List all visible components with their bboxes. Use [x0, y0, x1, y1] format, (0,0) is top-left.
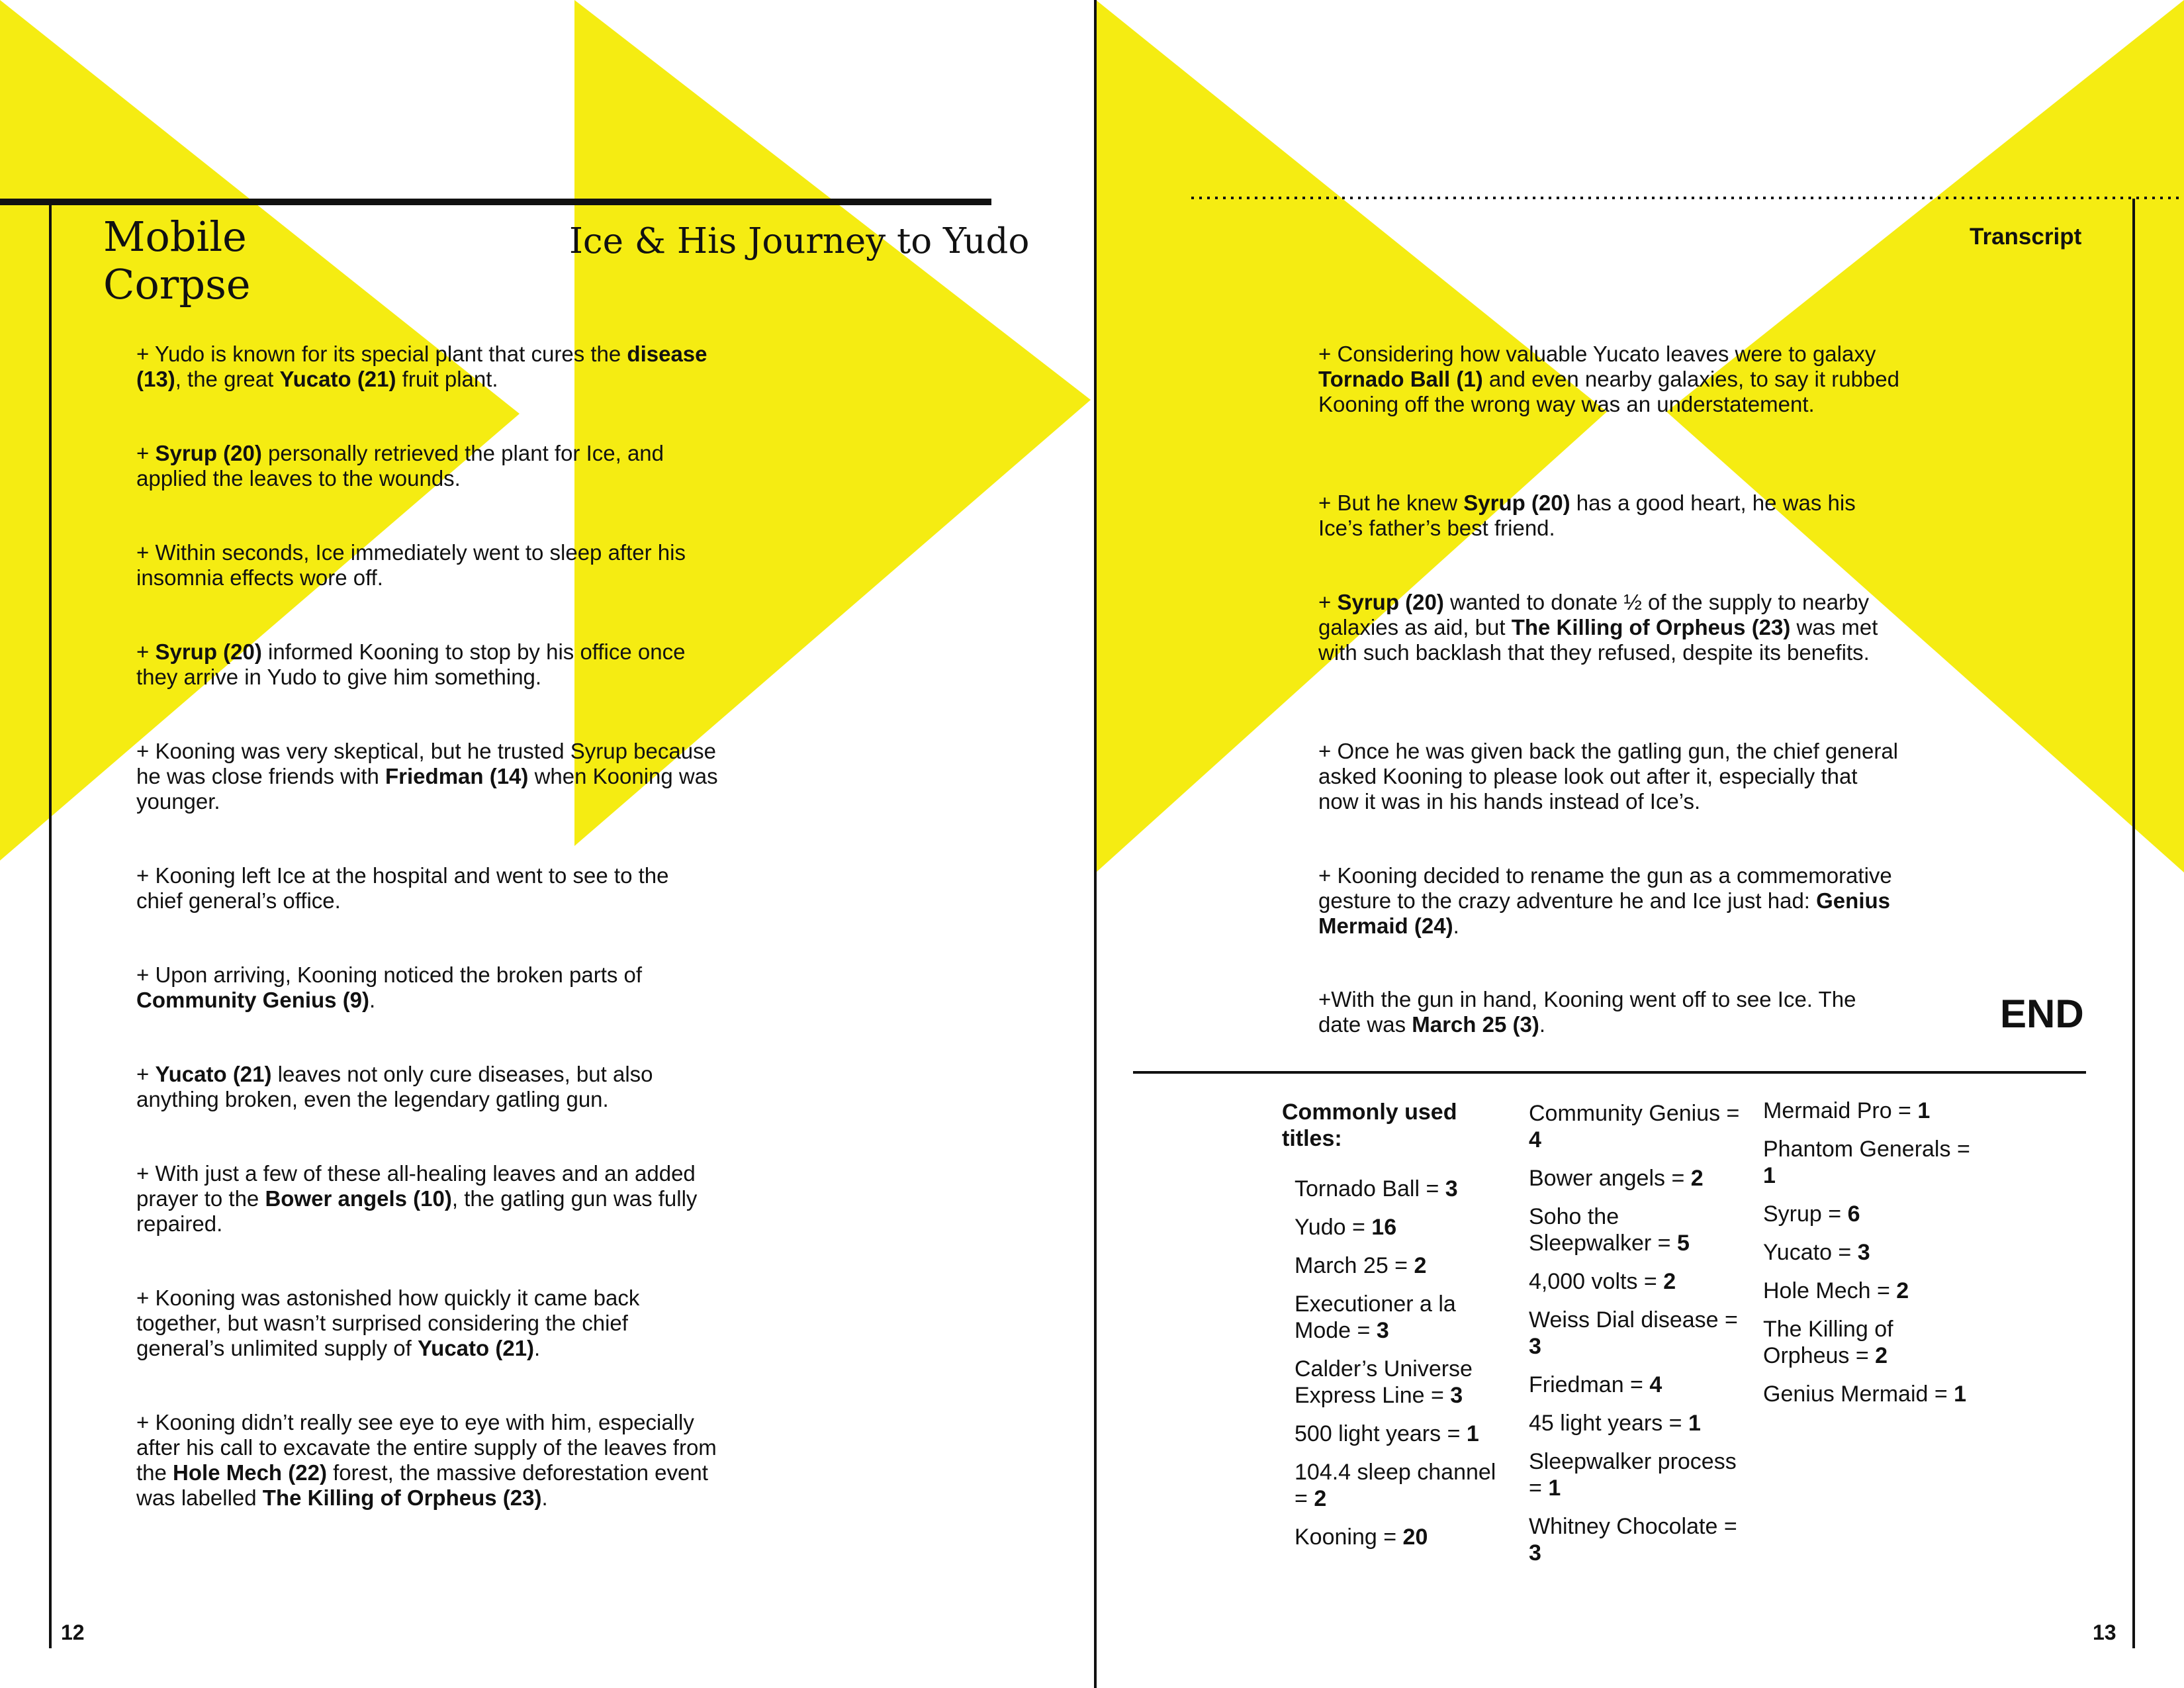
paragraph	[1318, 863, 1901, 939]
title-name: Calder’s Universe Express Line	[1295, 1356, 1473, 1408]
text-run: +	[136, 639, 156, 664]
text-run: when Kooning was younger.	[136, 764, 718, 814]
title-count-item	[1763, 1098, 1981, 1124]
title-count-item	[1763, 1136, 1981, 1189]
bold-term: Yucato (21)	[279, 367, 396, 391]
title-count: 4	[1529, 1127, 1541, 1152]
chapter-title: Ice & His Journey to Yudo	[569, 221, 1030, 261]
text-run: leaves not only cure diseases, but also anything broken, even the legendary gatling gun.	[136, 1062, 653, 1111]
title-count: 1	[1917, 1098, 1931, 1123]
title-count: 3	[1529, 1334, 1541, 1359]
title-count: 2	[1896, 1278, 1909, 1303]
text-run: informed Kooning to stop by his office once they arrive in Yudo to give him something.	[136, 639, 686, 689]
text-run: + Kooning left Ice at the hospital and went to see to the chief general’s office.	[136, 863, 669, 913]
title-name: Tornado Ball	[1295, 1176, 1420, 1201]
title-count: 1	[1763, 1163, 1776, 1188]
page-title-line-2: Corpse	[103, 260, 251, 308]
title-count: 3	[1445, 1176, 1458, 1201]
title-count-item	[1295, 1214, 1513, 1241]
title-name: The Killing of Orpheus	[1763, 1317, 1893, 1368]
bold-term: Syrup (20)	[1463, 491, 1570, 515]
bold-term: disease (13)	[136, 342, 707, 391]
text-run: +With the gun in hand, Kooning went off to see Ice. The date was	[1318, 987, 1856, 1037]
text-run: + Once he was given back the gatling gun, the chief general asked Kooning to please look out after it, especially that now it was in his hands instead of Ice’s.	[1318, 739, 1898, 814]
title-name: Syrup	[1763, 1201, 1822, 1227]
text-run: has a good heart, he was his Ice’s father’s best friend.	[1318, 491, 1856, 540]
equals-sign: =	[1637, 1269, 1664, 1294]
titles-heading: Commonly used titles:	[1282, 1100, 1457, 1151]
paragraph	[136, 639, 719, 690]
equals-sign: =	[1891, 1098, 1918, 1123]
title-name: 500 light years	[1295, 1421, 1441, 1446]
page-title-line-1: Mobile	[103, 212, 247, 261]
bold-term: Syrup (20)	[155, 441, 262, 465]
left-vertical-rule	[49, 205, 52, 1648]
title-name: 45 light years	[1529, 1411, 1663, 1436]
bold-term: Syrup (20)	[1337, 590, 1444, 614]
text-run: was met with such backlash that they refused, despite its benefits.	[1318, 615, 1878, 665]
bold-term: The Killing of Orpheus (23)	[1511, 615, 1791, 639]
equals-sign: =	[1720, 1101, 1740, 1126]
title-count: 16	[1371, 1215, 1397, 1240]
bold-term: Tornado Ball (1)	[1318, 367, 1483, 391]
title-count-item	[1295, 1176, 1513, 1202]
page-number-left: 12	[61, 1620, 85, 1644]
equals-sign: =	[1345, 1215, 1372, 1240]
text-run: + Kooning was astonished how quickly it came back together, but wasn’t surprised considering the chief general’s unlimited supply of	[136, 1286, 640, 1360]
bold-term: Yucato (21)	[417, 1336, 535, 1360]
title-count-item	[1763, 1278, 1981, 1304]
title-count: 2	[1414, 1253, 1427, 1278]
yellow-triangle-left-1	[0, 0, 520, 861]
equals-sign: =	[1424, 1383, 1451, 1408]
bold-term: The Killing of Orpheus (23)	[262, 1485, 542, 1510]
title-count: 2	[1314, 1486, 1327, 1511]
title-count-item	[1295, 1356, 1513, 1409]
text-run: fruit plant.	[396, 367, 498, 391]
title-count: 2	[1875, 1343, 1888, 1368]
equals-sign: =	[1928, 1382, 1954, 1407]
paragraph	[1318, 987, 1901, 1037]
title-count-item	[1529, 1203, 1747, 1256]
title-count-item	[1763, 1239, 1981, 1266]
title-name: 4,000 volts	[1529, 1269, 1638, 1294]
text-run: and even nearby galaxies, to say it rubbed Kooning off the wrong way was an understatement.	[1318, 367, 1899, 416]
paragraph	[136, 739, 719, 814]
title-count-item	[1763, 1381, 1981, 1407]
section-label: Transcript	[1970, 224, 2082, 250]
title-name: Friedman	[1529, 1372, 1624, 1397]
title-name: Bower angels	[1529, 1166, 1666, 1191]
title-name: Executioner a la Mode	[1295, 1291, 1456, 1343]
title-name: 104.4 sleep channel	[1295, 1460, 1496, 1485]
text-run: personally retrieved the plant for Ice, and applied the leaves to the wounds.	[136, 441, 664, 491]
title-count-item	[1529, 1410, 1747, 1436]
equals-sign: =	[1529, 1476, 1549, 1501]
title-count-item	[1295, 1459, 1513, 1512]
paragraph	[1318, 590, 1901, 665]
title-name: Kooning	[1295, 1524, 1377, 1550]
titles-column-2	[1529, 1100, 1747, 1578]
title-count-item	[1529, 1307, 1747, 1360]
page-title	[103, 213, 251, 308]
text-run: + Kooning was very skeptical, but he trusted Syrup because he was close friends with	[136, 739, 716, 788]
equals-sign: =	[1651, 1231, 1677, 1256]
top-rule-left	[0, 199, 991, 205]
bold-term: Community Genius (9)	[136, 988, 370, 1012]
title-count: 20	[1402, 1524, 1428, 1550]
bold-term: Syrup (20)	[155, 639, 262, 664]
paragraph	[1318, 491, 1901, 541]
title-name: Yucato	[1763, 1240, 1832, 1265]
text-run: + Kooning didn’t really see eye to eye with him, especially after his call to excavate the entire supply of the leaves from the	[136, 1410, 717, 1485]
titles-column-3	[1763, 1098, 1981, 1419]
paragraph	[136, 863, 719, 914]
title-count-item	[1529, 1513, 1747, 1566]
title-count-item	[1529, 1372, 1747, 1398]
title-count-item	[1529, 1268, 1747, 1295]
title-count: 1	[1954, 1382, 1967, 1407]
title-count: 1	[1688, 1411, 1701, 1436]
text-run: .	[369, 988, 376, 1012]
text-run: + Within seconds, Ice immediately went to sleep after his insomnia effects wore off.	[136, 540, 686, 590]
equals-sign: =	[1870, 1278, 1897, 1303]
equals-sign: =	[1718, 1307, 1738, 1333]
text-run: + Yudo is known for its special plant that cures the	[136, 342, 627, 366]
titles-column-1	[1295, 1176, 1513, 1562]
paragraph	[136, 1410, 719, 1511]
equals-sign: =	[1821, 1201, 1848, 1227]
paragraph	[136, 1286, 719, 1361]
title-name: Sleepwalker process	[1529, 1449, 1737, 1474]
paragraph	[136, 1062, 719, 1112]
end-label: END	[2000, 992, 2084, 1036]
titles-separator-rule	[1133, 1071, 2086, 1074]
title-name: Soho the Sleepwalker	[1529, 1204, 1652, 1256]
equals-sign: =	[1623, 1372, 1650, 1397]
text-run: +	[1318, 590, 1338, 614]
paragraph	[1318, 739, 1901, 814]
title-count-item	[1529, 1165, 1747, 1192]
title-name: Genius Mermaid	[1763, 1382, 1929, 1407]
text-run: .	[534, 1336, 541, 1360]
gutter-line	[1094, 0, 1097, 1688]
title-count: 2	[1663, 1269, 1676, 1294]
title-count: 3	[1376, 1318, 1389, 1343]
equals-sign: =	[1388, 1253, 1414, 1278]
equals-sign: =	[1420, 1176, 1445, 1201]
bold-term: Bower angels (10)	[265, 1186, 452, 1211]
page-number-right: 13	[2093, 1620, 2116, 1644]
text-run: .	[1539, 1012, 1545, 1037]
text-run: + Kooning decided to rename the gun as a commemorative gesture to the crazy adventure he and Ice just had:	[1318, 863, 1892, 913]
text-run: + Considering how valuable Yucato leaves were to galaxy	[1318, 342, 1876, 366]
text-run: +	[136, 1062, 156, 1086]
title-count-item	[1763, 1316, 1981, 1369]
text-run: + But he knew	[1318, 491, 1464, 515]
paragraph	[136, 1161, 719, 1237]
title-count-item	[1529, 1100, 1747, 1153]
title-name: Whitney Chocolate	[1529, 1514, 1718, 1539]
equals-sign: =	[1351, 1318, 1377, 1343]
title-name: Mermaid Pro	[1763, 1098, 1892, 1123]
title-count: 3	[1529, 1540, 1541, 1566]
paragraph	[136, 962, 719, 1013]
text-run: forest, the massive deforestation event was labelled	[136, 1460, 708, 1510]
title-count-item	[1295, 1252, 1513, 1279]
text-run: + Upon arriving, Kooning noticed the broken parts of	[136, 962, 643, 987]
title-name: Hole Mech	[1763, 1278, 1871, 1303]
bold-term: Friedman (14)	[385, 764, 529, 788]
bold-term: Yucato (21)	[155, 1062, 272, 1086]
equals-sign: =	[1717, 1514, 1737, 1539]
title-count-item	[1295, 1524, 1513, 1550]
title-name: March 25	[1295, 1253, 1388, 1278]
text-run: , the gatling gun was fully repaired.	[136, 1186, 698, 1236]
bold-term: Hole Mech (22)	[173, 1460, 327, 1485]
bold-term: Genius Mermaid (24)	[1318, 888, 1890, 938]
equals-sign: =	[1849, 1343, 1876, 1368]
text-run: .	[541, 1485, 548, 1510]
bold-term: March 25 (3)	[1412, 1012, 1539, 1037]
yellow-triangle-left-2	[574, 0, 1091, 846]
title-count: 3	[1450, 1383, 1463, 1408]
text-run: .	[1453, 914, 1459, 938]
text-run: wanted to donate ½ of the supply to nearby galaxies as aid, but	[1318, 590, 1869, 639]
title-count: 5	[1676, 1231, 1690, 1256]
title-name: Community Genius	[1529, 1101, 1721, 1126]
text-run: , the great	[175, 367, 280, 391]
title-count-item	[1295, 1291, 1513, 1344]
title-count: 4	[1649, 1372, 1662, 1397]
title-count: 6	[1847, 1201, 1860, 1227]
paragraph	[1318, 342, 1901, 417]
equals-sign: =	[1377, 1524, 1403, 1550]
equals-sign: =	[1950, 1137, 1970, 1162]
right-vertical-rule	[2132, 199, 2135, 1648]
paragraph	[136, 441, 719, 491]
paragraph	[136, 540, 719, 590]
equals-sign: =	[1295, 1486, 1314, 1511]
title-count-item	[1529, 1448, 1747, 1501]
title-count: 1	[1466, 1421, 1479, 1446]
title-count-item	[1763, 1201, 1981, 1227]
title-name: Weiss Dial disease	[1529, 1307, 1719, 1333]
title-count: 1	[1548, 1476, 1561, 1501]
equals-sign: =	[1665, 1166, 1691, 1191]
title-name: Yudo	[1295, 1215, 1346, 1240]
equals-sign: =	[1662, 1411, 1688, 1436]
title-name: Phantom Generals	[1763, 1137, 1951, 1162]
title-count: 2	[1690, 1166, 1704, 1191]
text-run: + With just a few of these all-healing leaves and an added prayer to the	[136, 1161, 696, 1211]
text-run: +	[136, 441, 156, 465]
title-count-item	[1295, 1421, 1513, 1447]
equals-sign: =	[1831, 1240, 1858, 1265]
paragraph	[136, 342, 719, 392]
equals-sign: =	[1441, 1421, 1467, 1446]
title-count: 3	[1857, 1240, 1870, 1265]
